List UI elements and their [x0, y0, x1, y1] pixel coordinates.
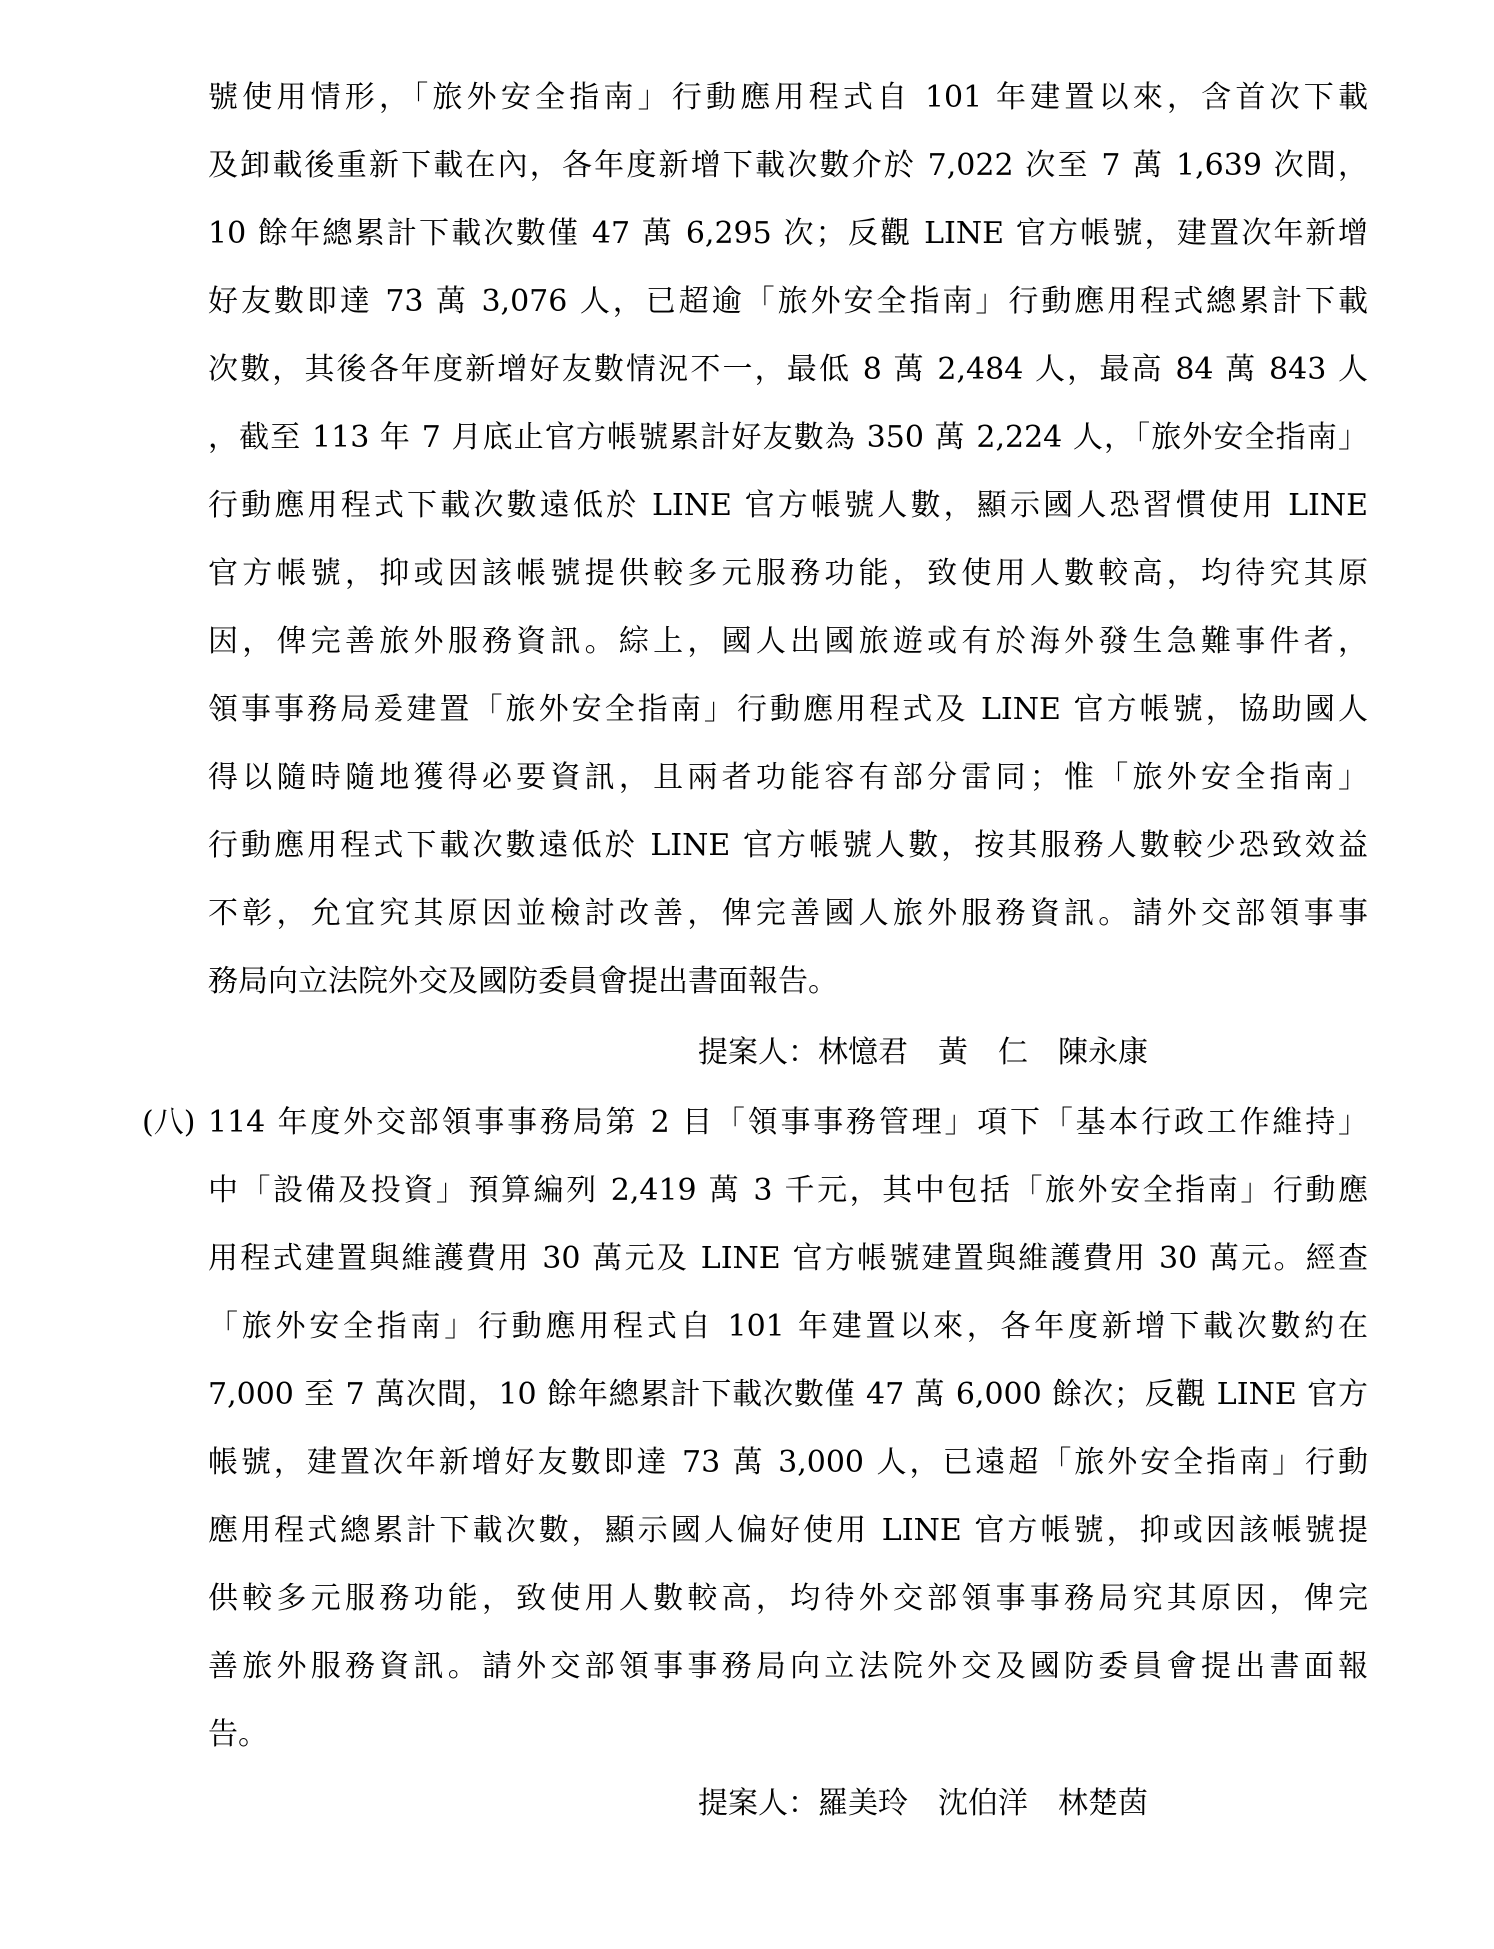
- paragraph-line: 供較多元服務功能，致使用人數較高，均待外交部領事事務局究其原因，俾完: [208, 1581, 1368, 1616]
- paragraph-line: 務局向立法院外交及國防委員會提出書面報告。: [208, 964, 838, 999]
- paragraph-line: 好友數即達 73 萬 3,076 人，已超逾「旅外安全指南」行動應用程式總累計下載: [208, 284, 1368, 319]
- paragraph-line: 及卸載後重新下載在內，各年度新增下載次數介於 7,022 次至 7 萬 1,639 次間，: [208, 148, 1368, 183]
- paragraph-line: ，截至 113 年 7 月底止官方帳號累計好友數為 350 萬 2,224 人，「旅外安全指南」: [208, 420, 1368, 455]
- paragraph-line: 應用程式總累計下載次數，顯示國人偏好使用 LINE 官方帳號，抑或因該帳號提: [208, 1513, 1368, 1548]
- paragraph-line: 善旅外服務資訊。請外交部領事事務局向立法院外交及國防委員會提出書面報: [208, 1649, 1368, 1684]
- paragraph-line: 中「設備及投資」預算編列 2,419 萬 3 千元，其中包括「旅外安全指南」行動應: [208, 1173, 1368, 1208]
- paragraph-line: 帳號，建置次年新增好友數即達 73 萬 3,000 人，已遠超「旅外安全指南」行動: [208, 1445, 1368, 1480]
- paragraph-line: 官方帳號，抑或因該帳號提供較多元服務功能，致使用人數較高，均待究其原: [208, 556, 1368, 591]
- proposers-signature: 提案人：林憶君 黃 仁 陳永康: [698, 1035, 1148, 1070]
- paragraph-line: 領事事務局爰建置「旅外安全指南」行動應用程式及 LINE 官方帳號，協助國人: [208, 692, 1368, 727]
- paragraph-line: 114 年度外交部領事事務局第 2 目「領事事務管理」項下「基本行政工作維持」: [208, 1105, 1368, 1140]
- paragraph-line: 因，俾完善旅外服務資訊。綜上，國人出國旅遊或有於海外發生急難事件者，: [208, 624, 1368, 659]
- paragraph-line: 行動應用程式下載次數遠低於 LINE 官方帳號人數，顯示國人恐習慣使用 LINE: [208, 488, 1368, 523]
- paragraph-line: 告。: [208, 1717, 268, 1752]
- paragraph-line: 行動應用程式下載次數遠低於 LINE 官方帳號人數，按其服務人數較少恐致效益: [208, 828, 1368, 863]
- proposers-signature: 提案人：羅美玲 沈伯洋 林楚茵: [698, 1786, 1148, 1821]
- paragraph-line: 「旅外安全指南」行動應用程式自 101 年建置以來，各年度新增下載次數約在: [208, 1309, 1368, 1344]
- paragraph-line: 用程式建置與維護費用 30 萬元及 LINE 官方帳號建置與維護費用 30 萬元。經查: [208, 1241, 1368, 1276]
- paragraph-line: 得以隨時隨地獲得必要資訊，且兩者功能容有部分雷同；惟「旅外安全指南」: [208, 760, 1368, 795]
- paragraph-line: 7,000 至 7 萬次間，10 餘年總累計下載次數僅 47 萬 6,000 餘次；反觀 LINE 官方: [208, 1377, 1368, 1412]
- paragraph-line: 不彰，允宜究其原因並檢討改善，俾完善國人旅外服務資訊。請外交部領事事: [208, 896, 1368, 931]
- paragraph-line: 10 餘年總累計下載次數僅 47 萬 6,295 次；反觀 LINE 官方帳號，建置次年新增: [208, 216, 1368, 251]
- paragraph-line: 次數，其後各年度新增好友數情況不一，最低 8 萬 2,484 人，最高 84 萬 843 人: [208, 352, 1368, 387]
- item-number: (八): [142, 1105, 196, 1140]
- paragraph-line: 號使用情形，「旅外安全指南」行動應用程式自 101 年建置以來，含首次下載: [208, 80, 1368, 115]
